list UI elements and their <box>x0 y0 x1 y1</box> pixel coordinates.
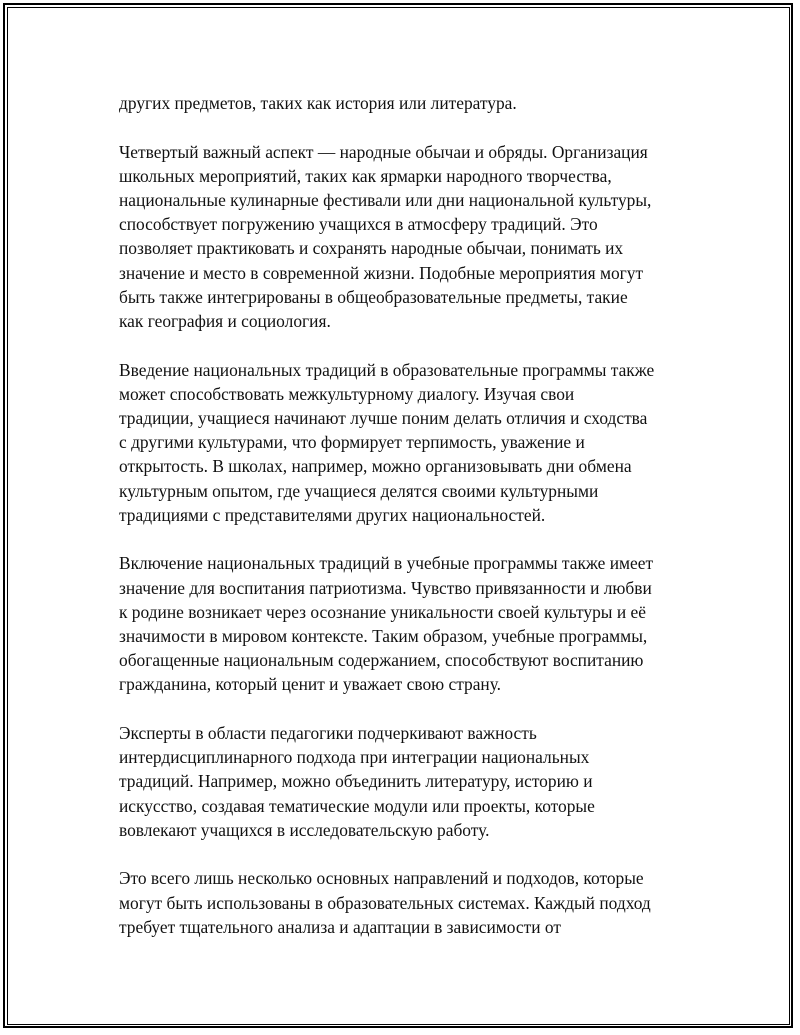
text-line: школьных мероприятий, таких как ярмарки народного творчества, <box>119 165 612 186</box>
text-line: Эксперты в области педагогики подчеркивают важность <box>119 723 537 744</box>
text-line: традиций. Например, можно объединить литературу, историю и <box>119 771 593 792</box>
text-line: как география и социология. <box>119 311 331 332</box>
paragraph <box>119 551 699 696</box>
text-line: Включение национальных традиций в учебные программы также имеет <box>119 553 654 574</box>
text-line: других предметов, таких как история или литература. <box>119 93 517 113</box>
text-line: значение и место в современной жизни. Подобные мероприятия могут <box>119 262 644 283</box>
text-line: обогащенные национальным содержанием, способствуют воспитанию <box>119 650 644 671</box>
text-line: может способствовать межкультурному диалогу. Изучая свои <box>119 383 575 404</box>
text-line: Введение национальных традиций в образовательные программы также <box>119 359 655 380</box>
text-line: Это всего лишь несколько основных направлений и подходов, которые <box>119 868 644 889</box>
text-line: национальные кулинарные фестивали или дни национальной культуры, <box>119 190 652 210</box>
text-line: позволяет практиковать и сохранять народные обычаи, понимать их <box>119 238 624 259</box>
text-line: способствует погружению учащихся в атмосферу традиций. Это <box>119 214 598 235</box>
text-line: значимости в мировом контексте. Таким образом, учебные программы, <box>119 626 648 647</box>
paragraph <box>119 866 699 939</box>
text-line: культурным опытом, где учащиеся делятся своими культурными <box>119 480 599 501</box>
text-line: к родине возникает через осознание уникальности своей культуры и её <box>119 601 646 622</box>
text-line: требует тщательного анализа и адаптации в зависимости от <box>119 916 561 937</box>
text-line: могут быть использованы в образовательных системах. Каждый подход <box>119 892 651 913</box>
paragraph <box>119 140 699 334</box>
text-line: Четвертый важный аспект — народные обычаи и обряды. Организация <box>119 141 648 162</box>
paragraph <box>119 91 699 115</box>
text-line: искусство, создавая тематические модули или проекты, которые <box>119 795 595 816</box>
text-line: интердисциплинарного подхода при интеграции национальных <box>119 747 590 768</box>
text-line: вовлекают учащихся в исследовательскую работу. <box>119 819 490 840</box>
text-line: открытость. В школах, например, можно организовывать дни обмена <box>119 456 632 477</box>
document-body <box>119 91 699 963</box>
text-line: традиции, учащиеся начинают лучше поним делать отличия и сходства <box>119 408 648 429</box>
text-line: быть также интегрированы в общеобразовательные предметы, такие <box>119 286 628 307</box>
text-line: значение для воспитания патриотизма. Чувство привязанности и любви <box>119 577 652 598</box>
paragraph <box>119 358 699 527</box>
text-line: традициями с представителями других национальностей. <box>119 504 546 525</box>
text-line: гражданина, который ценит и уважает свою страну. <box>119 674 502 695</box>
text-line: с другими культурами, что формирует терпимость, уважение и <box>119 432 585 453</box>
paragraph <box>119 721 699 842</box>
